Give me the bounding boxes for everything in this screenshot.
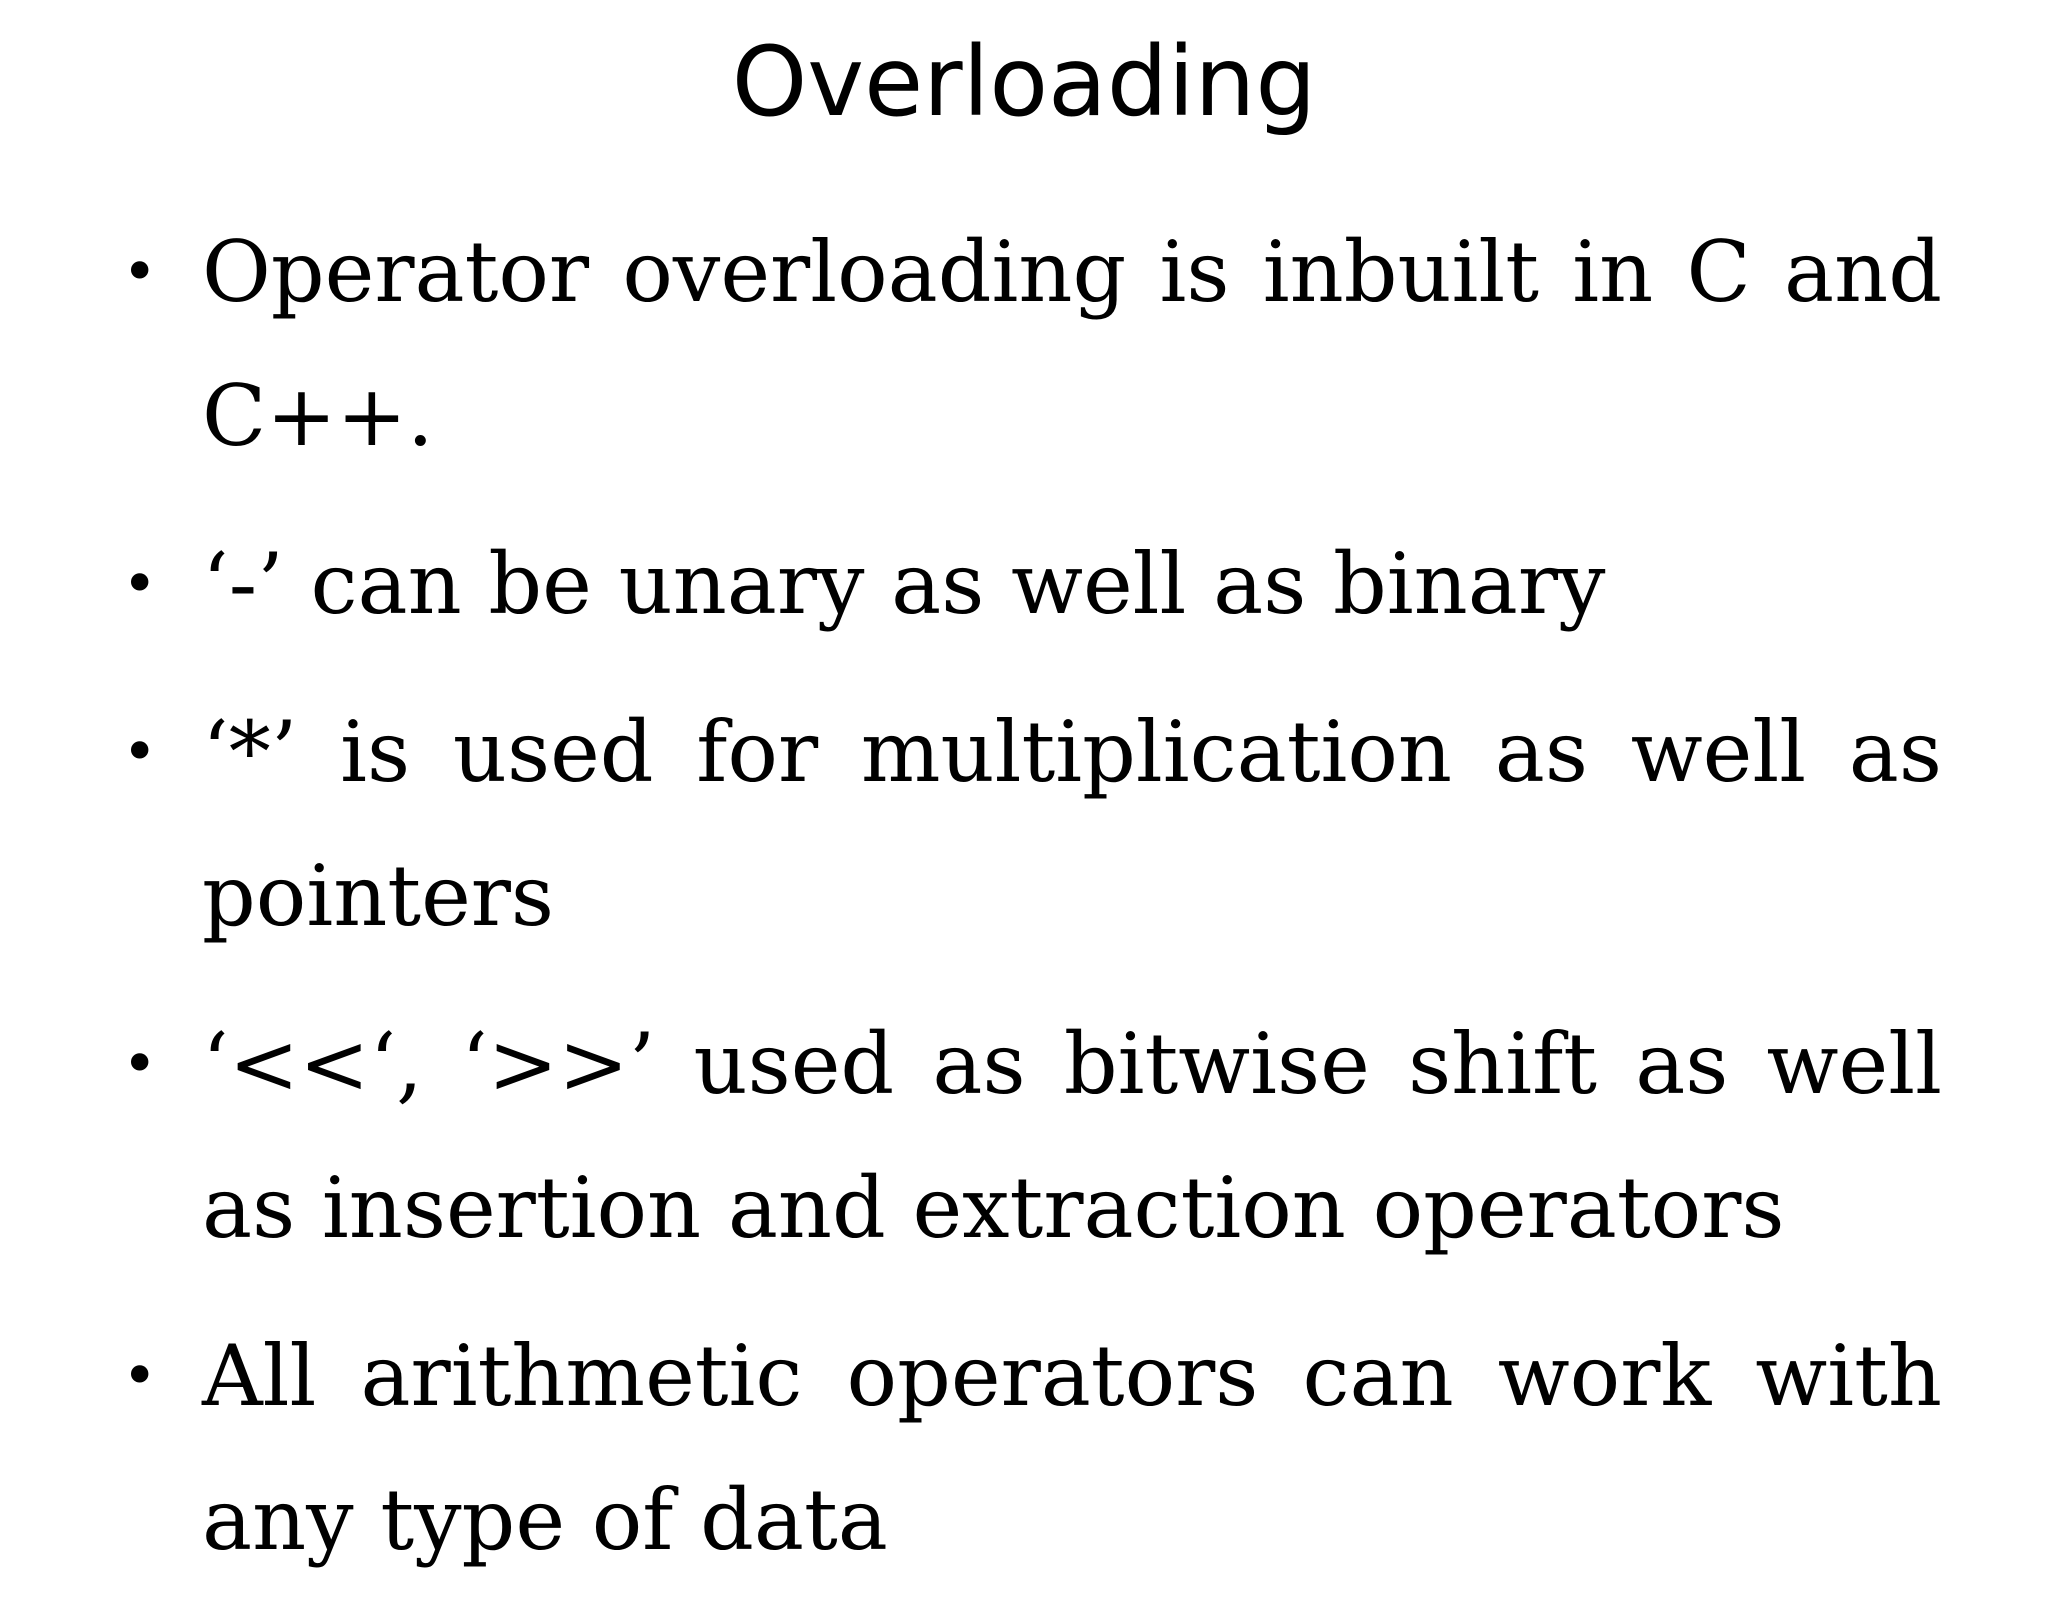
bullet-marker-icon: • — [122, 1341, 158, 1411]
bullet-text: All arithmetic operators can work with any type of data — [202, 1327, 1942, 1569]
bullet-text: ‘*’ is used for multiplication as well as pointers — [202, 703, 1942, 945]
bullet-marker-icon: • — [122, 717, 158, 787]
bullet-item — [110, 200, 1942, 488]
bullet-text: ‘-’ can be unary as well as binary — [202, 535, 1606, 633]
slide-title: Overloading — [731, 26, 1317, 138]
bullet-item — [110, 992, 1942, 1280]
bullet-text: Operator overloading is inbuilt in C and C++. — [202, 223, 1942, 465]
bullet-item — [110, 680, 1942, 968]
bullet-marker-icon: • — [122, 237, 158, 307]
bullet-marker-icon: • — [122, 1029, 158, 1099]
bullet-marker-icon: • — [122, 549, 158, 619]
bullet-item — [110, 1304, 1942, 1592]
bullet-text: ‘<<‘, ‘>>’ used as bitwise shift as well as insertion and extraction operators — [202, 1015, 1942, 1257]
bullet-item — [110, 512, 1942, 656]
bullet-list — [110, 200, 1942, 1616]
